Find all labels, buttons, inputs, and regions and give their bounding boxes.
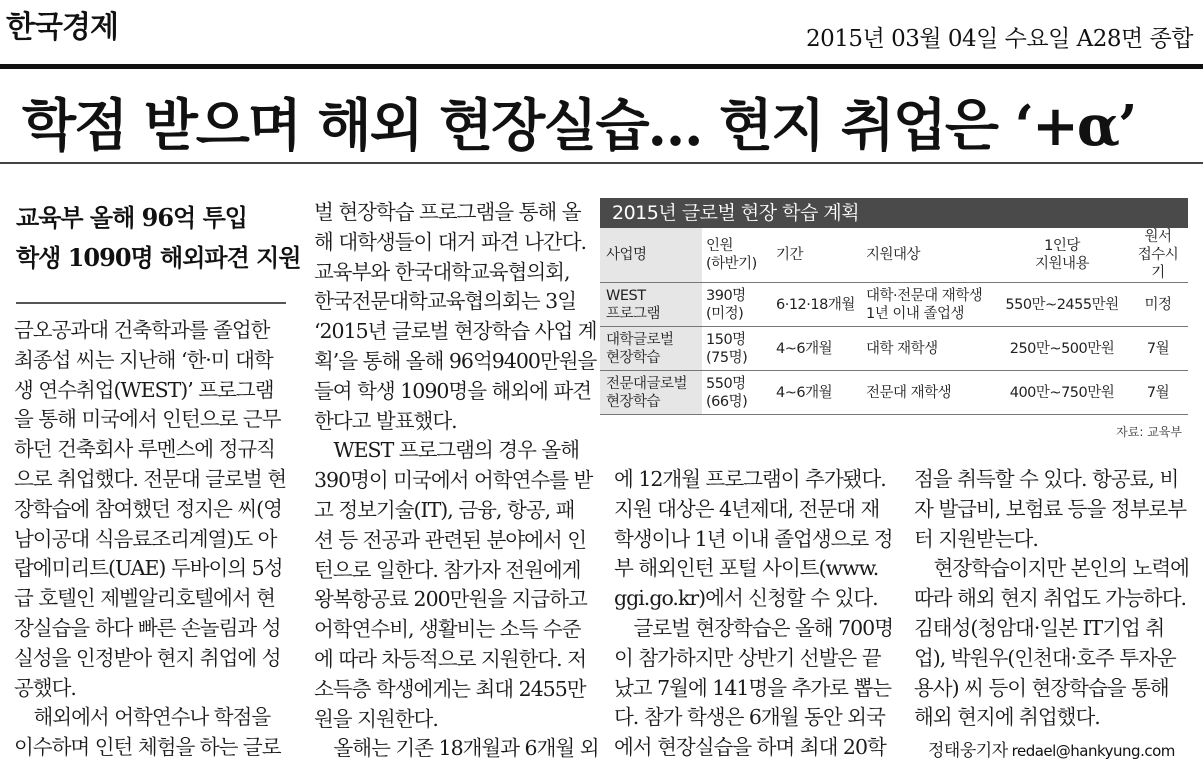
table-cell: 390명 (미정) [706, 287, 746, 322]
subhead-rule [16, 302, 286, 304]
article-line: ‘2015년 글로벌 현장학습 사업 계 [314, 319, 597, 344]
table-source: 자료: 교육부 [1116, 425, 1182, 439]
article-line: 으로 취업했다. 전문대 글로벌 현 [14, 466, 287, 491]
article-line: 났고 7월에 141명을 추가로 뽑는 [614, 675, 892, 700]
article-line: 자 발급비, 보험료 등을 정부로부 [914, 496, 1187, 521]
article-line: 공했다. [14, 675, 76, 700]
table-cell: 250만~500만원 [1009, 340, 1115, 357]
subhead-2: 학생 1090명 해외파견 지원 [16, 243, 301, 272]
article-line: 션 등 전공과 관련된 분야에서 인 [314, 527, 587, 552]
article-line: 다. 참가 학생은 6개월 동안 외국 [614, 705, 885, 730]
article-line: 왕복항공료 200만원을 지급하고 [314, 587, 587, 612]
article-line: 에서 현장실습을 하며 최대 20학 [614, 735, 886, 760]
article-line: 해외 현지에 취업했다. [914, 705, 1100, 730]
table-cell: 550명 (66명) [706, 375, 748, 410]
table-cell: 550만~2455만원 [1005, 296, 1119, 313]
table-cell: 150명 (75명) [706, 331, 748, 366]
article-line: 에 따라 차등적으로 지원한다. 저 [314, 646, 587, 671]
article-line: 원을 지원한다. [314, 706, 438, 731]
article-line: 장실습을 하다 빠른 손놀림과 성 [14, 615, 281, 640]
article-line: 랍에미리트(UAE) 두바이의 5성 [14, 556, 283, 581]
header-cell: 원서 접수시기 [1137, 229, 1179, 281]
article-line: 고 정보기술(IT), 금융, 항공, 패 [314, 497, 575, 522]
article-line: 하던 건축회사 루멘스에 정규직 [14, 437, 275, 462]
article-line: 들여 학생 1090명을 해외에 파견 [314, 378, 592, 403]
article-line: 해외에서 어학연수나 학점을 [14, 705, 271, 730]
article-line: 업), 박원우(인천대·호주 투자운 [914, 645, 1176, 670]
table-header-row [600, 228, 1188, 283]
table-title: 2015년 글로벌 현장 학습 계획 [600, 198, 1188, 228]
article-line: 금오공과대 건축학과를 졸업한 [14, 318, 270, 342]
article-line: 벌 현장학습 프로그램을 통해 올 [314, 200, 581, 224]
table-cell: 7월 [1146, 384, 1170, 401]
article-line: 올해는 기존 18개월과 6개월 외 [314, 736, 599, 761]
headline-rule [0, 162, 1203, 164]
article-line: 지원 대상은 4년제대, 전문대 재 [614, 496, 880, 521]
article-line: WEST 프로그램의 경우 올해 [314, 438, 580, 463]
article-line: 현장학습이지만 본인의 노력에 [914, 556, 1189, 581]
article-line: 최종섭 씨는 지난해 ‘한·미 대학 [14, 347, 273, 372]
article-column-3 [614, 465, 893, 763]
table-cell: 전문대 재학생 [866, 384, 952, 401]
byline [928, 736, 1175, 761]
article-line: 어학연수비, 생활비는 소득 수준 [314, 617, 581, 642]
reporter-email[interactable]: redael@hankyung.com [1011, 742, 1175, 760]
newspaper-masthead: 한국경제 [6, 10, 118, 45]
article-line: 을 통해 미국에서 인턴으로 근무 [14, 407, 281, 432]
plan-table [600, 228, 1188, 415]
table-row [600, 371, 1188, 415]
table-cell: 대학 재학생 [866, 340, 938, 357]
dateline: 2015년 03월 04일 수요일 A28면 종합 [806, 26, 1193, 52]
table-cell: 전문대글로벌 현장학습 [600, 371, 702, 415]
article-column-2 [314, 198, 599, 764]
article-line: 남이공대 식음료조리계열)도 아 [14, 526, 277, 551]
article-line: 용사) 씨 등이 현장학습을 통해 [914, 675, 1169, 700]
article-line: 글로벌 현장학습은 올해 700명 [614, 615, 894, 640]
article-line: 학생이나 1년 이내 졸업생으로 정 [614, 526, 893, 551]
table-cell: 대학·전문대 재학생 1년 이내 졸업생 [866, 287, 983, 322]
table-cell: 400만~750만원 [1009, 384, 1115, 401]
article-line: 390명이 미국에서 어학연수를 받 [314, 468, 593, 493]
article-line: 턴으로 일한다. 참가자 전원에게 [314, 557, 581, 582]
header-cell: 인원 (하반기) [706, 238, 757, 272]
article-line: 급 호텔인 제벨알리호텔에서 현 [14, 586, 275, 611]
article-line: 한국전문대학교육협의회는 3일 [314, 289, 576, 314]
article-line: 따라 해외 현지 취업도 가능하다. [914, 586, 1187, 611]
article-line: 한다고 발표했다. [314, 408, 457, 433]
top-rule [0, 64, 1203, 69]
subhead-1: 교육부 올해 96억 투입 [16, 203, 247, 232]
article-column-4 [914, 465, 1189, 733]
article-line: 실성을 인정받아 현지 취업에 성 [14, 645, 281, 670]
headline: 학점 받으며 해외 현장실습… 현지 취업은 ‘+α’ [22, 93, 1136, 159]
table-cell: 4~6개월 [776, 340, 833, 357]
table-cell: WEST 프로그램 [600, 283, 702, 327]
article-line: 터 지원받는다. [914, 526, 1038, 551]
table-row [600, 283, 1188, 327]
table-cell: 4~6개월 [776, 384, 833, 401]
article-line: 소득층 학생에게는 최대 2455만 [314, 676, 586, 701]
article-line: 획’을 통해 올해 96억9400만원을 [314, 348, 597, 373]
table-row [600, 327, 1188, 371]
article-line: 김태성(청암대·일본 IT기업 취 [914, 615, 1165, 640]
header-cell: 1인당 지원내용 [1034, 238, 1090, 272]
article-line: 장학습에 참여했던 정지은 씨(영 [14, 496, 282, 521]
info-table-box [600, 198, 1188, 445]
article-line: 이 참가하지만 상반기 선발은 끝 [614, 645, 881, 670]
table-cell: 7월 [1146, 340, 1170, 357]
article-line: 점을 취득할 수 있다. 항공료, 비 [914, 467, 1179, 491]
header-cell: 기간 [776, 247, 804, 263]
article-line: 이수하며 인턴 체험을 하는 글로 [14, 735, 281, 760]
article-line: 에 12개월 프로그램이 추가됐다. [614, 467, 886, 491]
article-line: 부 해외인턴 포털 사이트(www. [614, 556, 879, 581]
article-line: 생 연수취업(WEST)’ 프로그램 [14, 377, 274, 402]
header-cell: 지원대상 [866, 247, 921, 263]
table-cell: 미정 [1144, 296, 1172, 313]
article-line: 교육부와 한국대학교육협의회, [314, 259, 570, 284]
header-cell: 사업명 [600, 228, 702, 283]
article-column-1 [14, 316, 286, 763]
reporter-name: 정태웅기자 [928, 741, 1008, 761]
table-cell: 6·12·18개월 [776, 296, 855, 313]
article-line: ggi.go.kr)에서 신청할 수 있다. [614, 586, 878, 611]
article-line: 해 대학생들이 대거 파견 나간다. [314, 229, 587, 254]
table-cell: 대학글로벌 현장학습 [600, 327, 702, 371]
